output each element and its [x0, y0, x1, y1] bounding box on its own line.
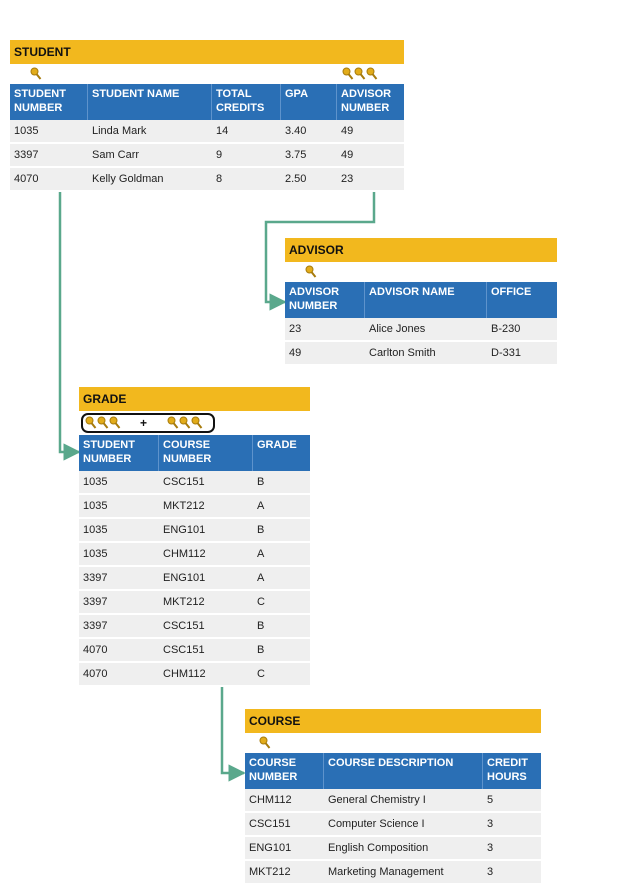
table-cell: 49 [341, 149, 354, 161]
table-cell: Carlton Smith [369, 347, 436, 359]
column-header: CREDIT HOURS [487, 757, 528, 783]
column-header: GRADE [257, 439, 297, 451]
table-cell: 2.50 [285, 173, 307, 185]
table-row [10, 168, 404, 192]
student-key-row [10, 64, 404, 84]
column-header: TOTAL CREDITS [212, 84, 281, 120]
column-header: OFFICE [491, 286, 532, 298]
table-cell: 3397 [83, 596, 108, 608]
table-cell: 3 [487, 866, 494, 878]
composite-key-icon [85, 416, 97, 430]
table-row [285, 342, 557, 366]
table-cell: ENG101 [163, 524, 206, 536]
table-row [79, 543, 310, 567]
table-cell: Alice Jones [369, 323, 426, 335]
table-cell: 8 [216, 173, 223, 185]
column-header: COURSE NUMBER [159, 435, 253, 471]
table-cell: ENG101 [163, 572, 206, 584]
table-row [79, 663, 310, 687]
table-cell: ENG101 [249, 842, 292, 854]
grade-table-title: GRADE [79, 387, 310, 411]
composite-key-icon [179, 416, 191, 430]
table-cell: 4070 [83, 668, 108, 680]
composite-key-icon [109, 416, 121, 430]
composite-key-icon [167, 416, 179, 430]
table-cell: Computer Science I [328, 818, 425, 830]
column-header: ADVISOR NAME [365, 282, 487, 318]
table-cell: 49 [341, 125, 354, 137]
table-cell: 3.40 [285, 125, 307, 137]
student-table [10, 40, 404, 192]
table-cell: B [257, 620, 265, 632]
table-cell: 23 [341, 173, 354, 185]
column-header: STUDENT NUMBER [79, 435, 159, 471]
table-cell: 3.75 [285, 149, 307, 161]
plus-sign: + [140, 416, 148, 430]
table-cell: CSC151 [163, 620, 205, 632]
composite-key-icon [97, 416, 109, 430]
course-table-header [245, 753, 541, 789]
table-cell: 1035 [14, 125, 39, 137]
table-cell: Linda Mark [92, 125, 147, 137]
column-header: ADVISOR NUMBER [285, 282, 365, 318]
course-table-title: COURSE [245, 709, 541, 733]
table-cell: 3397 [83, 572, 108, 584]
table-cell: 1035 [83, 524, 108, 536]
table-row [245, 861, 541, 885]
table-cell: 3397 [14, 149, 39, 161]
primary-key-icon [305, 265, 317, 279]
foreign-key-icon [342, 67, 354, 81]
table-cell: D-331 [491, 347, 521, 359]
table-row [10, 144, 404, 168]
table-cell: 9 [216, 149, 223, 161]
table-cell: 49 [289, 347, 302, 359]
advisor-table [285, 238, 557, 366]
table-cell: MKT212 [163, 500, 205, 512]
table-cell: 4070 [83, 644, 108, 656]
table-cell: CSC151 [163, 476, 205, 488]
table-row [79, 591, 310, 615]
table-cell: A [257, 572, 265, 584]
table-row [79, 495, 310, 519]
column-header: STUDENT NUMBER [10, 84, 88, 120]
column-header: ADVISOR NUMBER [341, 88, 392, 114]
table-row [79, 471, 310, 495]
table-cell: A [257, 548, 265, 560]
table-cell: MKT212 [249, 866, 291, 878]
table-cell: MKT212 [163, 596, 205, 608]
table-row [79, 519, 310, 543]
student-table-title: STUDENT [10, 40, 404, 64]
table-row [10, 120, 404, 144]
table-cell: B [257, 524, 265, 536]
advisor-table-title: ADVISOR [285, 238, 557, 262]
table-cell: 5 [487, 794, 494, 806]
primary-key-icon [30, 67, 42, 81]
table-row [79, 567, 310, 591]
foreign-key-icon [354, 67, 366, 81]
grade-table-header [79, 435, 310, 471]
table-cell: 1035 [83, 500, 108, 512]
grade-key-row [79, 411, 310, 435]
table-cell: 23 [289, 323, 302, 335]
table-cell: Sam Carr [92, 149, 140, 161]
table-cell: 3 [487, 818, 494, 830]
table-row [79, 615, 310, 639]
table-cell: 1035 [83, 548, 108, 560]
table-cell: B-230 [491, 323, 521, 335]
table-cell: CHM112 [163, 548, 206, 560]
table-cell: 3 [487, 842, 494, 854]
table-cell: C [257, 668, 265, 680]
table-cell: C [257, 596, 265, 608]
table-cell: CHM112 [249, 794, 292, 806]
table-cell: 1035 [83, 476, 108, 488]
table-row [245, 789, 541, 813]
table-cell: English Composition [328, 842, 429, 854]
student-table-header [10, 84, 404, 120]
table-cell: Kelly Goldman [92, 173, 164, 185]
table-row [79, 639, 310, 663]
table-cell: Marketing Management [328, 866, 444, 878]
column-header: GPA [281, 84, 337, 120]
table-cell: 14 [216, 125, 229, 137]
foreign-key-icon [366, 67, 378, 81]
table-cell: CHM112 [163, 668, 206, 680]
composite-key-icon [191, 416, 203, 430]
primary-key-icon [259, 736, 271, 750]
table-cell: B [257, 644, 265, 656]
table-row [285, 318, 557, 342]
column-header: COURSE NUMBER [245, 753, 324, 789]
table-row [245, 837, 541, 861]
table-cell: CSC151 [249, 818, 291, 830]
table-row [245, 813, 541, 837]
table-cell: CSC151 [163, 644, 205, 656]
grade-table [79, 387, 310, 687]
table-cell: General Chemistry I [328, 794, 426, 806]
table-cell: 3397 [83, 620, 108, 632]
column-header: STUDENT NAME [88, 84, 212, 120]
table-cell: B [257, 476, 265, 488]
advisor-key-row [285, 262, 557, 282]
column-header: COURSE DESCRIPTION [324, 753, 483, 789]
table-cell: 4070 [14, 173, 39, 185]
course-key-row [245, 733, 541, 753]
table-cell: A [257, 500, 265, 512]
course-table [245, 709, 541, 885]
advisor-table-header [285, 282, 557, 318]
